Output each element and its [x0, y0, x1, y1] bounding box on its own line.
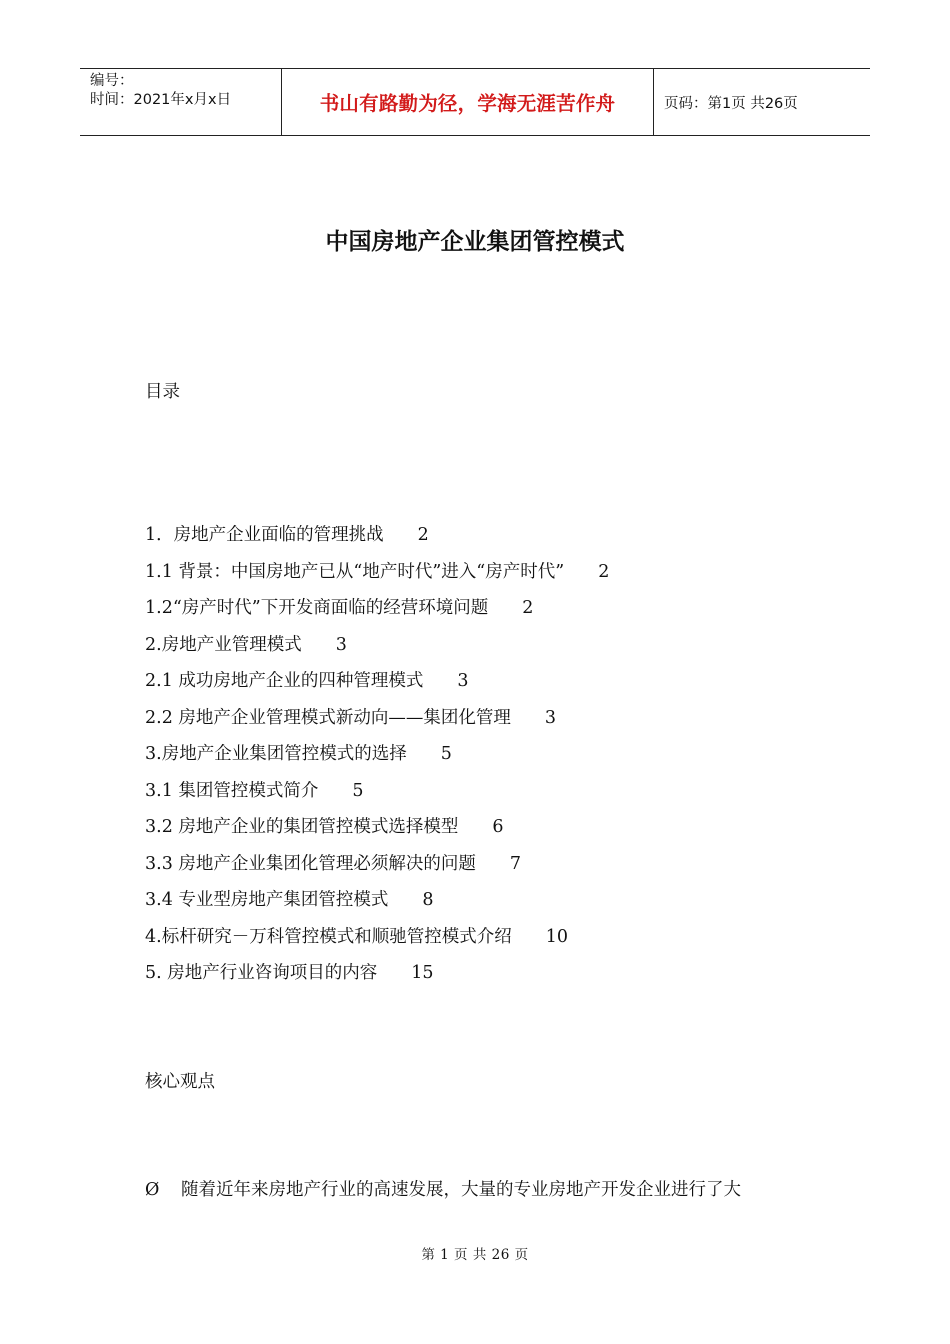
toc-item[interactable]	[145, 522, 609, 559]
number-label: 编号：	[90, 73, 134, 89]
toc-item[interactable]	[145, 960, 609, 997]
toc-item[interactable]	[145, 887, 609, 924]
toc-item-label: 3.4 专业型房地产集团管控模式	[145, 890, 389, 910]
toc-item-page: 2	[598, 561, 610, 582]
toc-item-page: 8	[422, 890, 434, 910]
table-of-contents	[145, 522, 609, 997]
bullet-text: 随着近年来房地产行业的高速发展，大量的专业房地产开发企业进行了大	[181, 1180, 741, 1200]
toc-item-page: 3	[457, 671, 469, 691]
header-meta	[80, 69, 282, 135]
toc-item-label: 3.房地产企业集团管控模式的选择	[145, 744, 407, 764]
toc-item[interactable]	[145, 924, 609, 961]
toc-item[interactable]	[145, 632, 609, 669]
toc-item[interactable]	[145, 778, 609, 815]
toc-item-page: 15	[411, 963, 434, 983]
bullet-paragraph	[145, 1178, 741, 1202]
toc-item-label: 4.标杆研究－万科管控模式和顺驰管控模式介绍	[145, 926, 512, 947]
toc-item-label: 5. 房地产行业咨询项目的内容	[145, 963, 378, 983]
toc-item[interactable]	[145, 741, 609, 778]
toc-item[interactable]	[145, 595, 609, 632]
toc-item[interactable]	[145, 851, 609, 888]
toc-item[interactable]	[145, 559, 609, 596]
toc-item-page: 3	[335, 634, 347, 655]
toc-item-page: 6	[492, 817, 504, 837]
time-label: 时间：2021年x月x日	[90, 92, 232, 108]
toc-item-page: 5	[440, 744, 452, 764]
document-title: 中国房地产企业集团管控模式	[325, 229, 625, 255]
toc-item-page: 5	[352, 780, 364, 801]
toc-item-label: 2.2 房地产企业管理模式新动向——集团化管理	[145, 707, 511, 728]
toc-item-page: 10	[545, 926, 568, 947]
toc-item[interactable]	[145, 705, 609, 742]
toc-item[interactable]	[145, 668, 609, 705]
toc-item-label: 1.1 背景：中国房地产已从“地产时代”进入“房产时代”	[145, 561, 565, 582]
toc-item-label: 1.2“房产时代”下开发商面临的经营环境问题	[145, 598, 489, 618]
header-page-info: 页码：第1页 共26页	[664, 95, 798, 112]
page-footer: 第 1 页 共 26 页	[421, 1247, 529, 1263]
core-heading: 核心观点	[145, 1072, 215, 1092]
toc-item-page: 2	[417, 525, 429, 545]
toc-heading: 目录	[145, 382, 180, 402]
toc-item-label: 1．房地产企业面临的管理挑战	[145, 525, 384, 545]
page-header	[80, 68, 870, 136]
bullet-arrow-icon: Ø	[145, 1180, 160, 1200]
toc-item-page: 2	[522, 598, 534, 618]
toc-item[interactable]	[145, 814, 609, 851]
header-motto: 书山有路勤为径，学海无涯苦作舟	[282, 69, 654, 135]
toc-item-label: 3.2 房地产企业的集团管控模式选择模型	[145, 817, 459, 837]
toc-item-label: 3.1 集团管控模式简介	[145, 780, 319, 801]
toc-item-page: 7	[509, 853, 522, 874]
toc-item-label: 2.房地产业管理模式	[145, 634, 302, 655]
toc-item-label: 2.1 成功房地产企业的四种管理模式	[145, 671, 424, 691]
toc-item-page: 3	[544, 707, 557, 728]
toc-item-label: 3.3 房地产企业集团化管理必须解决的问题	[145, 853, 476, 874]
